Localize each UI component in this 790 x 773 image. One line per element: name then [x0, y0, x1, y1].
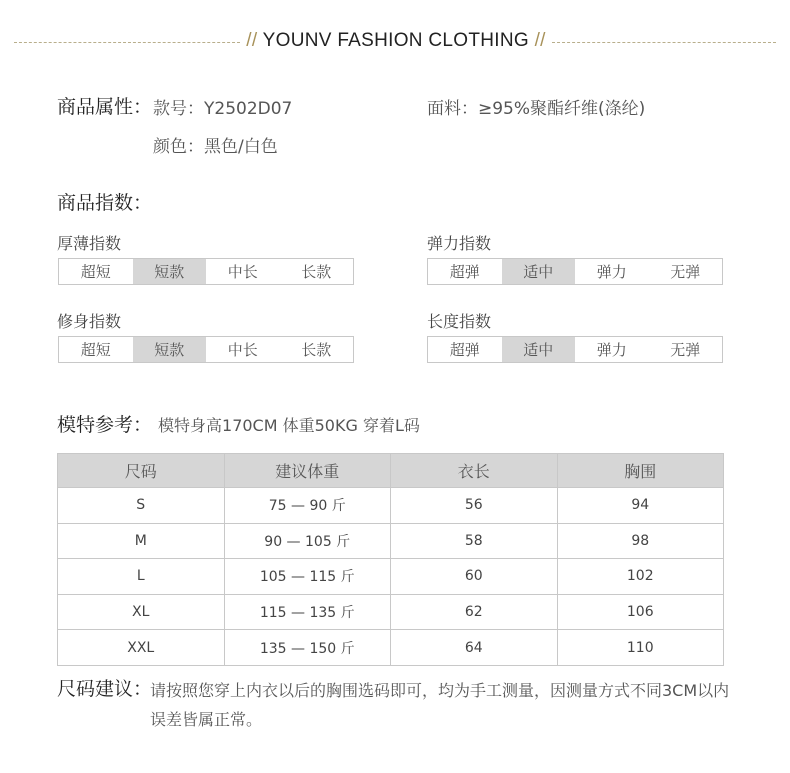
style-number: 款号：Y2502D07	[153, 99, 293, 119]
model-reference-value: 模特身高170CM 体重50KG 穿着L码	[158, 416, 420, 435]
scale-option: 长款	[301, 341, 332, 359]
header-divider-left	[14, 42, 240, 43]
fabric: 面料：≥95%聚酯纤维(涤纶)	[427, 99, 646, 119]
size-advice-label: 尺码建议：	[57, 678, 153, 700]
attributes-label: 商品属性：	[57, 96, 153, 118]
table-row	[58, 630, 724, 666]
scale-option: 无弹	[670, 341, 701, 359]
weight-cell: 105 — 115 斤	[224, 559, 391, 595]
scale-option: 无弹	[670, 263, 701, 281]
header-slash-left: //	[246, 30, 258, 51]
header-divider-right	[552, 42, 776, 43]
chest-cell: 98	[557, 523, 724, 559]
chest-cell: 110	[557, 630, 724, 666]
weight-cell: 90 — 105 斤	[224, 523, 391, 559]
header-size: 尺码	[58, 454, 225, 488]
scale-option: 短款	[133, 337, 207, 362]
model-reference-label: 模特参考：	[57, 414, 153, 436]
model-reference	[57, 410, 420, 437]
size-cell: L	[58, 559, 225, 595]
length-index-scale	[427, 336, 723, 363]
table-row	[58, 488, 724, 524]
scale-option: 短款	[133, 259, 207, 284]
thickness-index-scale	[58, 258, 354, 285]
elasticity-index-scale	[427, 258, 723, 285]
size-table	[57, 453, 724, 666]
size-advice-text: 请按照您穿上内衣以后的胸围选码即可，均为手工测量，因测量方式不同3CM以内误差皆属正常。	[150, 681, 730, 729]
indices-title: 商品指数：	[57, 192, 153, 214]
size-table-header-row	[58, 454, 724, 488]
scale-option: 超弹	[449, 341, 480, 359]
scale-option: 弹力	[596, 263, 627, 281]
header-chest: 胸围	[557, 454, 724, 488]
length-cell: 56	[391, 488, 558, 524]
size-cell: S	[58, 488, 225, 524]
scale-option: 适中	[502, 337, 576, 362]
chest-cell: 102	[557, 559, 724, 595]
weight-cell: 135 — 150 斤	[224, 630, 391, 666]
color: 颜色：黑色/白色	[153, 137, 278, 157]
weight-cell: 115 — 135 斤	[224, 594, 391, 630]
header-length: 衣长	[391, 454, 558, 488]
scale-option: 超弹	[449, 263, 480, 281]
thickness-index-label: 厚薄指数	[57, 234, 122, 253]
size-cell: M	[58, 523, 225, 559]
scale-option: 长款	[301, 263, 332, 281]
header-title	[244, 30, 548, 52]
size-cell: XXL	[58, 630, 225, 666]
elasticity-index-label: 弹力指数	[427, 234, 492, 253]
scale-option: 中长	[227, 341, 258, 359]
length-cell: 58	[391, 523, 558, 559]
scale-option: 中长	[227, 263, 258, 281]
chest-cell: 94	[557, 488, 724, 524]
length-index-label: 长度指数	[427, 312, 492, 331]
table-row	[58, 523, 724, 559]
header	[0, 28, 790, 58]
scale-option: 适中	[502, 259, 576, 284]
weight-cell: 75 — 90 斤	[224, 488, 391, 524]
brand-title: YOUNV FASHION CLOTHING	[262, 30, 529, 51]
fit-index-label: 修身指数	[57, 312, 122, 331]
header-slash-right: //	[534, 30, 546, 51]
length-cell: 64	[391, 630, 558, 666]
fit-index-scale	[58, 336, 354, 363]
size-cell: XL	[58, 594, 225, 630]
table-row	[58, 594, 724, 630]
chest-cell: 106	[557, 594, 724, 630]
scale-option: 超短	[80, 341, 111, 359]
scale-option: 超短	[80, 263, 111, 281]
length-cell: 60	[391, 559, 558, 595]
length-cell: 62	[391, 594, 558, 630]
header-weight: 建议体重	[224, 454, 391, 488]
scale-option: 弹力	[596, 341, 627, 359]
table-row	[58, 559, 724, 595]
